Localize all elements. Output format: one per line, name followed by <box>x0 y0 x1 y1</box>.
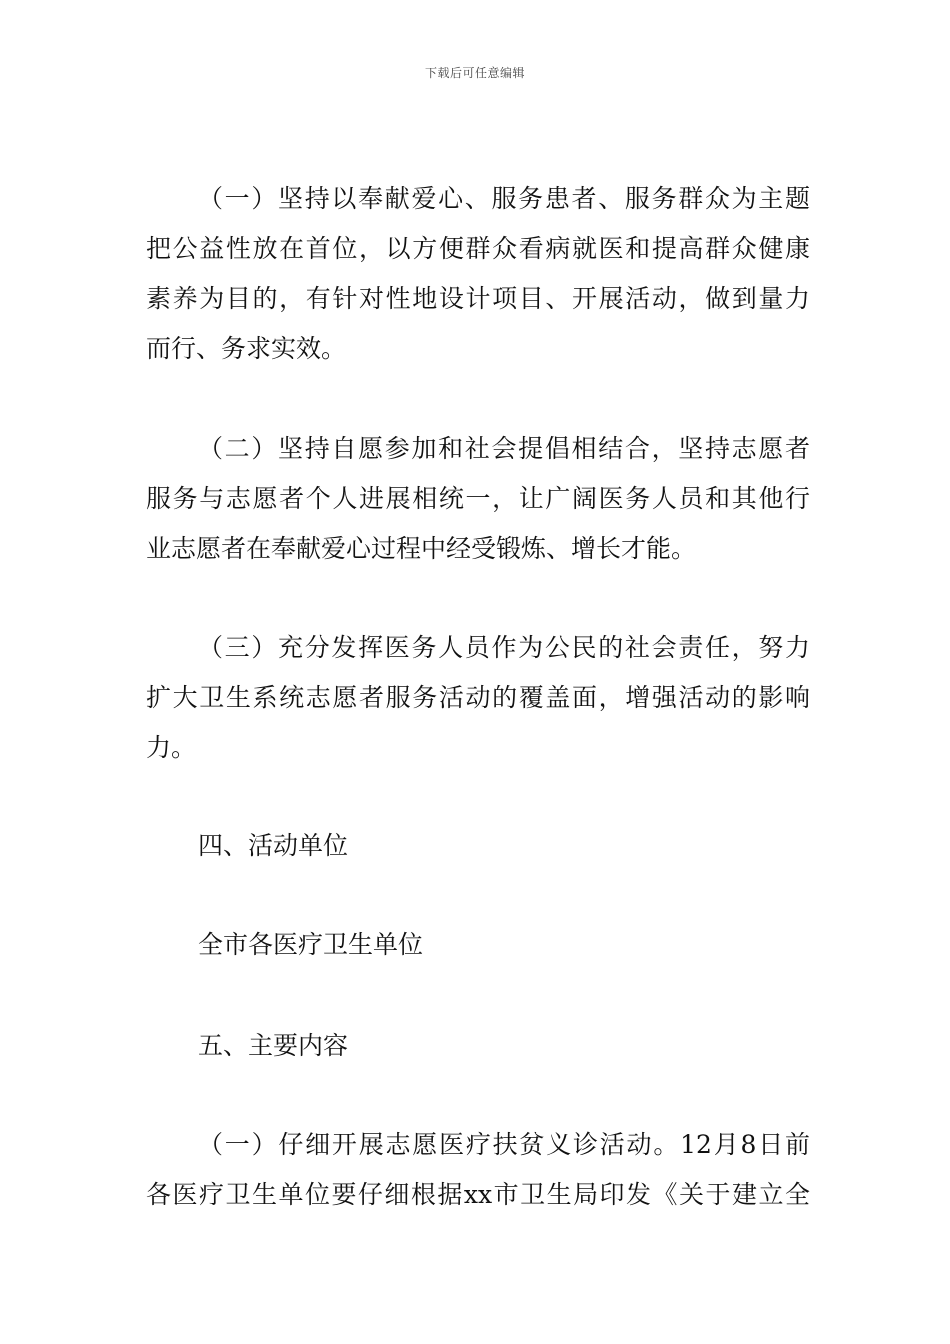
paragraph-line: （一）仔细开展志愿医疗扶贫义诊活动。12月8日前 <box>198 1130 810 1159</box>
paragraph-principle-2 <box>146 424 810 574</box>
paragraph-line: 全市各医疗卫生单位 <box>198 930 424 959</box>
paragraph-principle-3 <box>146 623 810 773</box>
paragraph-line: 而行、务求实效。 <box>146 334 347 363</box>
page-header: 下载后可任意编辑 <box>424 66 525 80</box>
section-heading: 五、主要内容 <box>198 1031 349 1060</box>
paragraph-line: （二）坚持自愿参加和社会提倡相结合，坚持志愿者 <box>198 434 810 463</box>
paragraph-line: （三）充分发挥医务人员作为公民的社会责任，努力 <box>198 633 810 662</box>
paragraph-line: 业志愿者在奉献爱心过程中经受锻炼、增长才能。 <box>146 534 697 563</box>
paragraph-line: 力。 <box>146 733 197 762</box>
paragraph-line: 素养为目的，有针对性地设计项目、开展活动，做到量力 <box>146 284 810 313</box>
section-heading-content <box>146 1021 810 1071</box>
paragraph-line: 扩大卫生系统志愿者服务活动的覆盖面，增强活动的影响 <box>146 683 810 712</box>
paragraph-line: 各医疗卫生单位要仔细根据xx市卫生局印发《关于建立全 <box>146 1180 810 1209</box>
section-heading-units <box>146 821 810 871</box>
paragraph-line: 服务与志愿者个人进展相统一，让广阔医务人员和其他行 <box>146 484 810 513</box>
section-heading: 四、活动单位 <box>198 831 349 860</box>
paragraph-content-1 <box>146 1120 810 1220</box>
paragraph-line: 把公益性放在首位，以方便群众看病就医和提高群众健康 <box>146 234 810 263</box>
paragraph-line: （一）坚持以奉献爱心、服务患者、服务群众为主题 <box>198 184 810 213</box>
paragraph-units <box>146 920 810 970</box>
paragraph-principle-1 <box>146 174 810 374</box>
